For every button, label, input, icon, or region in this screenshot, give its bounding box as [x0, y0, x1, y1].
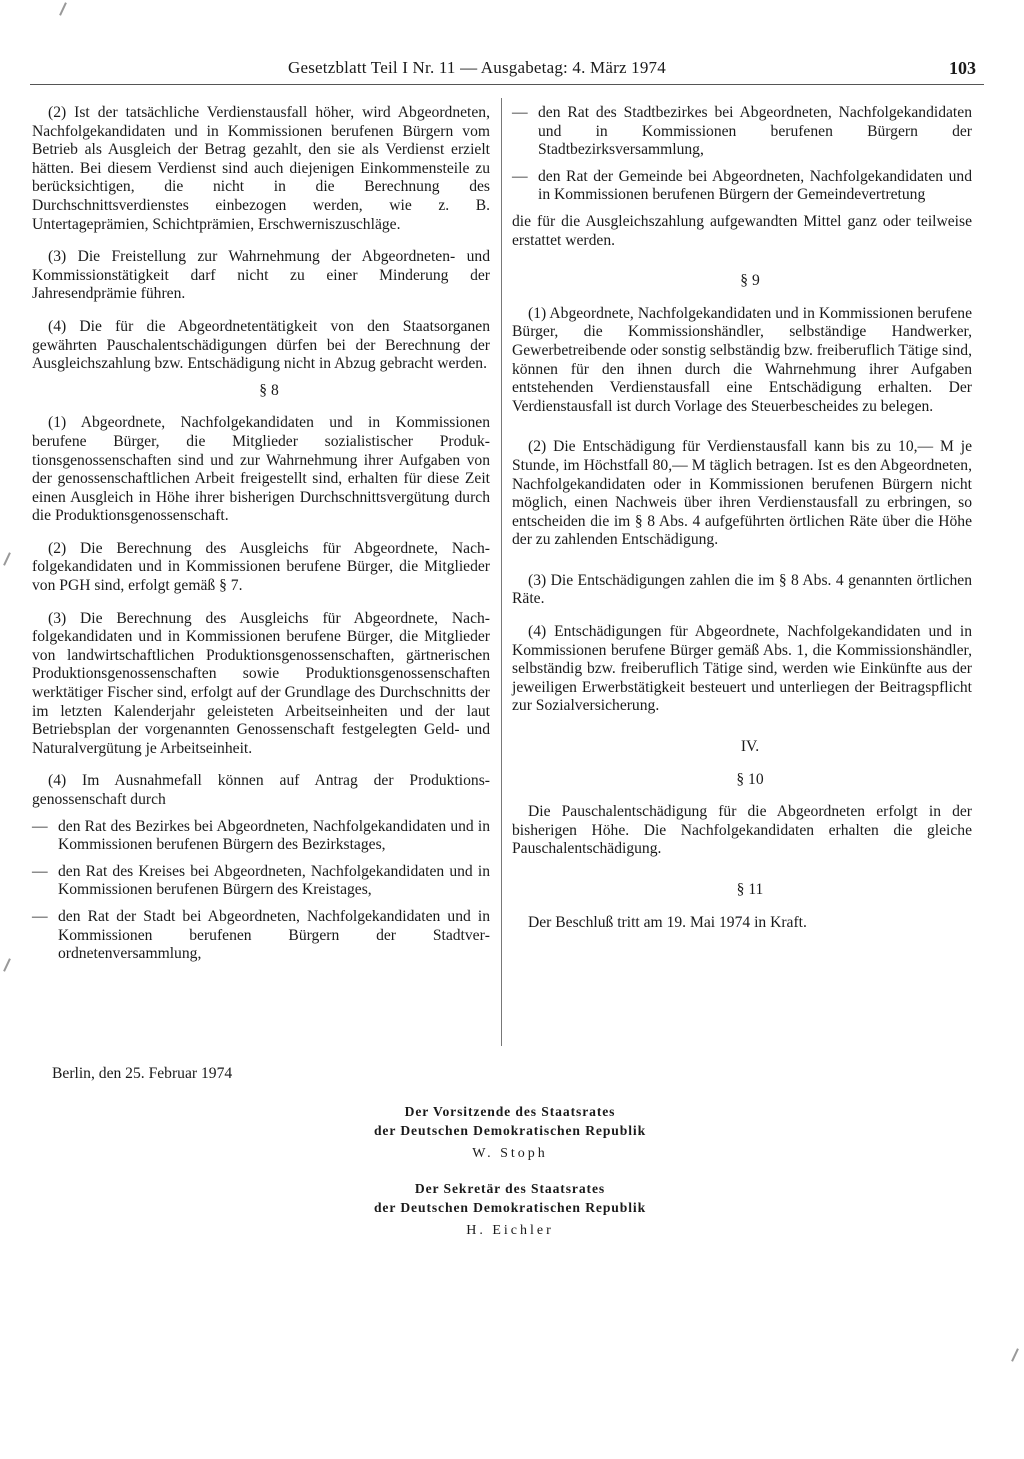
header-rule: [30, 84, 984, 85]
section-8-heading: § 8: [259, 381, 279, 399]
scan-speck: [59, 2, 67, 16]
paragraph-9-1: (1) Abgeordnete, Nachfolgekandidaten und in Kommissionen berufene Bürger, die Kommissionshändler, selbständige Handwerker, Gewerbetreibende oder sonstig selbständig bzw. freiberuflich Tätige sind, können für den ihnen durch die Wahrnehmung ihrer Aufgaben entstehenden Verdienstausfall eine Entschädigung erhalten. Der Verdienstausfall ist durch Vorlage des Steuerbescheides zu belegen.: [512, 304, 972, 415]
paragraph-9-4: (4) Entschädigungen für Abgeordnete, Nachfolgekandidaten und in Kommissionen berufene Bürger gemäß Abs. 1, die Kommissionshändler, selbständig bzw. freiberuflich Tätige sind, werden wie Einkünfte aus der jeweiligen Erwerbstätigkeit besteuert und unterliegen der Beitragspflicht zur Sozialversicherung.: [512, 623, 972, 715]
right-column: [512, 104, 972, 932]
section-9-heading: § 9: [740, 272, 760, 290]
page-number: 103: [949, 58, 976, 78]
dash-item-stadtbezirk: [512, 104, 972, 160]
section-10-heading: § 10: [736, 770, 764, 788]
paragraph-9-2: (2) Die Entschädigung für Verdienstausfall kann bis zu 10,— M je Stunde, im Höchstfall 80,— M täglich betragen. Ist es den Abgeordneten, Nachfolgekandidaten oder in Kommissionen berufenen Bürgern nicht möglich, einen Nachweis über ihren Verdienstausfall zu erbringen, so entscheiden die im § 8 Abs. 4 aufgeführten örtlichen Räte über die Höhe der zu zahlenden Entschädigung.: [512, 438, 972, 549]
dash-item-text: den Rat des Stadtbezirkes bei Abgeordneten, Nachfolgekandidaten und in Kommissionen berufenen Bürgern der Stadtbezirksversammlung,: [538, 104, 972, 159]
paragraph-7-3: (3) Die Freistellung zur Wahrnehmung der Abgeordneten- und Kommissionstätigkeit darf nicht zu einer Minderung der Jahresendprämie führen.: [32, 248, 490, 303]
dash-item-text: den Rat der Stadt bei Abgeordneten, Nachfolgekandidaten und in Kommissionen berufenen Bürgern der Stadtverordnetenversammlung,: [58, 907, 490, 963]
dash-mark: —: [32, 907, 48, 925]
dash-item-gemeinde: [512, 168, 972, 205]
paragraph-10: Die Pauschalentschädigung für die Abgeordneten erfolgt in der bisherigen Höhe. Die Nachfolgekandidaten erhalten die gleiche Pauschalentschädigung.: [512, 803, 972, 858]
signatory-title-line: Der Sekretär des Staatsrates: [414, 1181, 606, 1196]
dash-item-text: den Rat des Bezirkes bei Abgeordneten, Nachfolgekandidaten und in Kommissionen berufenen Bürgern des Bezirkstages,: [58, 817, 490, 854]
paragraph-8-4: (4) Im Ausnahmefall können auf Antrag der Produktionsgenossenschaft durch: [32, 772, 490, 808]
paragraph-8-3: (3) Die Berechnung des Ausgleichs für Abgeordnete, Nachfolgekandidaten und in Kommissionen berufene Bürger, die Mitglieder von landwirtschaftlichen Produktionsgenossenschaften, gärtnerischen Produktionsgenossenschaften sowie Produktionsgenossenschaften werktätiger Fischer sind, erfolgt auf der Grundlage des Durchschnitts der im letzten Kalenderjahr geleisteten Arbeitseinheiten und der laut Betriebsplan der vorgenannten Genossenschaft festgelegten Geld- und Naturalvergütung je Arbeitseinheit.: [32, 609, 490, 757]
place-and-date: Berlin, den 25. Februar 1974: [52, 1065, 233, 1082]
paragraph-7-4: (4) Die für die Abgeordnetentätigkeit von den Staatsorganen gewährten Pauschalentschädigungen dürfen bei der Berechnung der Ausgleichszahlung bzw. Entschädigung nicht in Abzug gebracht werden.: [32, 317, 490, 373]
signatory-title-line: der Deutschen Demokratischen Republik: [373, 1123, 647, 1138]
signatory-title-line: der Deutschen Demokratischen Republik: [373, 1200, 647, 1215]
paragraph-7-2: (2) Ist der tatsächliche Verdienstausfall höher, wird Abgeordneten, Nachfolgekandidaten und in Kommissionen berufenen Bürgern vom Betrieb als Ausgleich der Betrag gezahlt, den sie als Verdienst erzielt hätten. Bei diesem Verdienst sind auch diejenigen Einkommensteile zu berücksichtigen, die nicht in die Berechnung des Durchschnittsverdienstes einbezogen werden, wie z. B. Untertageprämien, Schichtprämien, Erschwerniszuschläge.: [32, 104, 490, 233]
dash-item-kreis: [32, 863, 490, 900]
dash-item-bezirk: [32, 818, 490, 855]
paragraph-8-2: (2) Die Berechnung des Ausgleichs für Abgeordnete, Nachfolgekandidaten und in Kommissionen berufene Bürger, die Mitglieder von PGH sind, erfolgt gemäß § 7.: [32, 539, 490, 595]
dash-mark: —: [32, 817, 48, 835]
paragraph-9-3: (3) Die Entschädigungen zahlen die im § 8 Abs. 4 genannten örtlichen Räte.: [512, 571, 972, 608]
signatory-name: H. Eichler: [466, 1223, 554, 1238]
section-11-heading: § 11: [736, 881, 764, 898]
column-divider: [501, 98, 502, 1046]
scan-speck: [1011, 1348, 1019, 1362]
paragraph-8-1: (1) Abgeordnete, Nachfolgekandidaten und in Kommissionen berufene Bürger, die Mitglieder sozialistischer Produktionsgenossenschaften sind und zur Wahrnehmung ihrer Aufgaben von der genossenschaftlichen Arbeit freigestellt sind, erhalten für diese Zeit einen Ausgleich in Höhe ihrer bisherigen Durchschnittsvergütung durch die Produktionsgenossenschaft.: [32, 414, 490, 525]
page-header: [288, 58, 976, 82]
scan-speck: [3, 552, 11, 566]
paragraph-11: Der Beschluß tritt am 19. Mai 1974 in Kraft.: [528, 913, 807, 931]
signature-block-chairman: [250, 1102, 770, 1163]
scan-speck: [3, 958, 11, 972]
dash-mark: —: [512, 167, 528, 185]
signatory-title-line: Der Vorsitzende des Staatsrates: [404, 1104, 616, 1119]
dash-item-stadt: [32, 908, 490, 964]
signatory-name: W. Stoph: [472, 1146, 548, 1161]
part-iv-heading: IV.: [740, 738, 760, 756]
signature-block-secretary: [250, 1179, 770, 1240]
dash-mark: —: [512, 104, 528, 121]
left-column: [32, 104, 490, 964]
paragraph-8-4-continued: die für die Ausgleichszahlung aufgewandten Mittel ganz oder teilweise erstattet werden.: [512, 212, 972, 249]
dash-mark: —: [32, 862, 48, 880]
dash-item-text: den Rat des Kreises bei Abgeordneten, Nachfolgekandidaten und in Kommissionen berufenen Bürgern des Kreistages,: [58, 862, 490, 899]
dash-item-text: den Rat der Gemeinde bei Abgeordneten, Nachfolgekandidaten und in Kommissionen berufenen Bürgern der Gemeindevertretung: [538, 167, 972, 204]
running-title: Gesetzblatt Teil I Nr. 11 — Ausgabetag: 4. März 1974: [288, 58, 666, 77]
